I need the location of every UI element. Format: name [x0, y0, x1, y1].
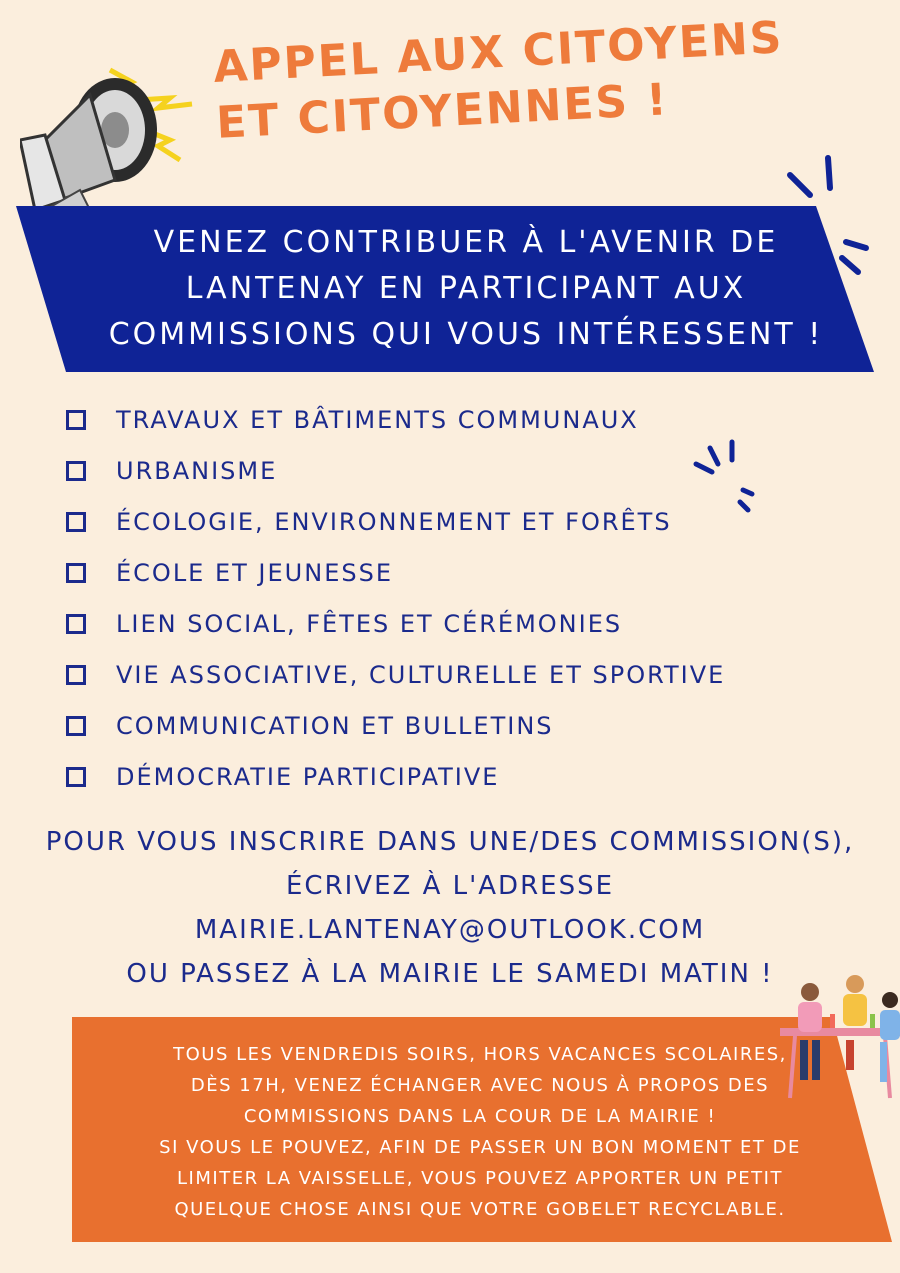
- meetup-line-4: SI VOUS LE POUVEZ, AFIN DE PASSER UN BON MOMENT ET DE: [159, 1137, 801, 1158]
- meetup-line-6: QUELQUE CHOSE AINSI QUE VOTRE GOBELET RECYCLABLE.: [174, 1199, 786, 1220]
- commission-label: URBANISME: [116, 456, 278, 485]
- meetup-line-2: DÈS 17H, VENEZ ÉCHANGER AVEC NOUS À PROPOS DES: [190, 1075, 770, 1096]
- banner-line-3: COMMISSIONS QUI VOUS INTÉRESSENT !: [108, 317, 824, 352]
- checkbox: [66, 767, 86, 787]
- commission-label: DÉMOCRATIE PARTICIPATIVE: [116, 762, 500, 791]
- banner-line-1: VENEZ CONTRIBUER À L'AVENIR DE: [153, 225, 779, 260]
- checkbox: [66, 461, 86, 481]
- commission-label: VIE ASSOCIATIVE, CULTURELLE ET SPORTIVE: [116, 660, 726, 689]
- signup-email: MAIRIE.LANTENAY@OUTLOOK.COM: [194, 915, 706, 945]
- list-item: [66, 445, 786, 496]
- checkbox: [66, 563, 86, 583]
- banner-text: [76, 220, 856, 358]
- people-at-table-icon: [770, 970, 900, 1100]
- meetup-line-5: LIMITER LA VAISSELLE, VOUS POUVEZ APPORTER UN PETIT: [177, 1168, 783, 1189]
- list-item: [66, 394, 786, 445]
- meetup-line-3: COMMISSIONS DANS LA COUR DE LA MAIRIE !: [243, 1106, 717, 1127]
- commission-label: LIEN SOCIAL, FÊTES ET CÉRÉMONIES: [116, 609, 623, 638]
- list-item: [66, 547, 786, 598]
- title-line-2: ET CITOYENNES !: [215, 74, 670, 149]
- commission-label: ÉCOLOGIE, ENVIRONNEMENT ET FORÊTS: [116, 507, 672, 536]
- meetup-box: [72, 1017, 892, 1242]
- banner-line-2: LANTENAY EN PARTICIPANT AUX: [185, 271, 747, 306]
- checkbox: [66, 716, 86, 736]
- list-item: [66, 751, 786, 802]
- checkbox: [66, 410, 86, 430]
- commission-label: TRAVAUX ET BÂTIMENTS COMMUNAUX: [116, 405, 639, 434]
- signup-info: [0, 820, 900, 996]
- commission-label: ÉCOLE ET JEUNESSE: [116, 558, 393, 587]
- list-item: [66, 496, 786, 547]
- list-item: [66, 598, 786, 649]
- intro-banner: [16, 206, 874, 372]
- list-item: [66, 700, 786, 751]
- commission-label: COMMUNICATION ET BULLETINS: [116, 711, 554, 740]
- poster-title: [212, 9, 817, 152]
- meetup-text: [80, 1039, 880, 1225]
- list-item: [66, 649, 786, 700]
- title-line-1: APPEL AUX CITOYENS: [212, 12, 785, 93]
- commission-list: [66, 394, 786, 802]
- checkbox: [66, 665, 86, 685]
- checkbox: [66, 614, 86, 634]
- signup-line-4: OU PASSEZ À LA MAIRIE LE SAMEDI MATIN !: [126, 959, 774, 989]
- signup-line-1: POUR VOUS INSCRIRE DANS UNE/DES COMMISSION(S),: [45, 827, 855, 857]
- signup-line-2: ÉCRIVEZ À L'ADRESSE: [285, 871, 615, 901]
- meetup-line-1: TOUS LES VENDREDIS SOIRS, HORS VACANCES SCOLAIRES,: [173, 1044, 787, 1065]
- checkbox: [66, 512, 86, 532]
